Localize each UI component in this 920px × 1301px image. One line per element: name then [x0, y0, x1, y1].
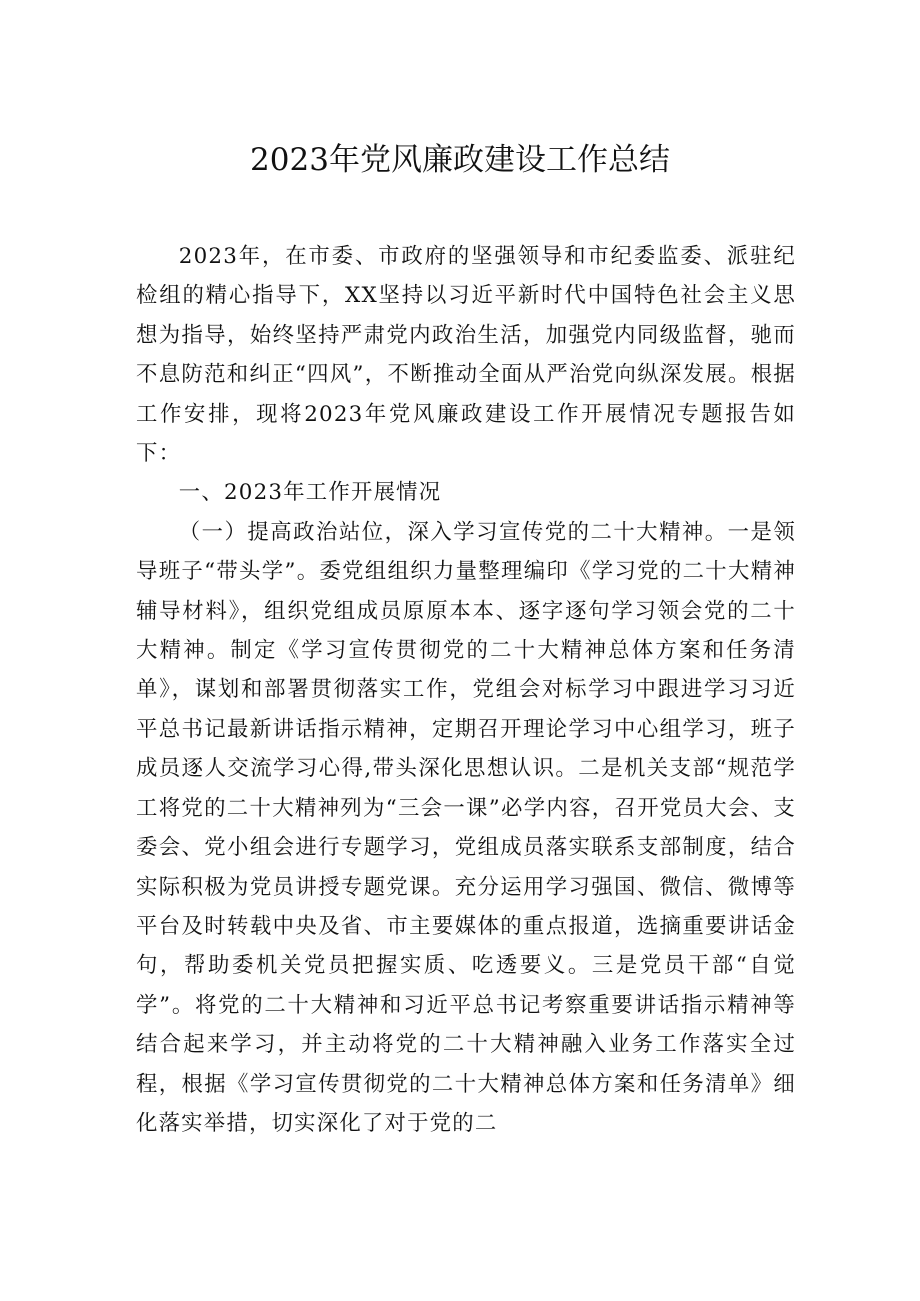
- document-title: 2023年党风廉政建设工作总结: [250, 142, 670, 178]
- section-heading-1: 一、2023年工作开展情况: [178, 480, 442, 506]
- subsection-paragraph-1: （一）提高政治站位，深入学习宣传党的二十大精神。一是领导班子“带头学”。委党组组织力量整理编印《学习党的二十大精神辅导材料》，组织党组成员原原本本、逐字逐句学习领会党的二十大精神。制定《学习宣传贯彻党的二十大精神总体方案和任务清单》，谋划和部署贯彻落实工作，党组会对标学习中跟进学习习近平总书记最新讲话指示精神，定期召开理论学习中心组学习，班子成员逐人交流学习心得,带头深化思想认识。二是机关支部“规范学工将党的二十大精神列为“三会一课”必学内容，召开党员大会、支委会、党小组会进行专题学习，党组成员落实联系支部制度，结合实际积极为党员讲授专题党课。充分运用学习强国、微信、微博等平台及时转载中央及省、市主要媒体的重点报道，选摘重要讲话金句，帮助委机关党员把握实质、吃透要义。三是党员干部“自觉学”。将党的二十大精神和习近平总书记考察重要讲话指示精神等结合起来学习，并主动将党的二十大精神融入业务工作落实全过程，根据《学习宣传贯彻党的二十大精神总体方案和任务清单》细化落实举措，切实深化了对于党的二: [136, 519, 796, 1136]
- intro-paragraph: 2023年，在市委、市政府的坚强领导和市纪委监委、派驻纪检组的精心指导下，XX坚持以习近平新时代中国特色社会主义思想为指导，始终坚持严肃党内政治生活，加强党内同级监督，驰而不息防范和纠正“四风”，不断推动全面从严治党向纵深发展。根据工作安排，现将2023年党风廉政建设工作开展情况专题报告如下：: [136, 244, 796, 467]
- document-body: [136, 237, 796, 1143]
